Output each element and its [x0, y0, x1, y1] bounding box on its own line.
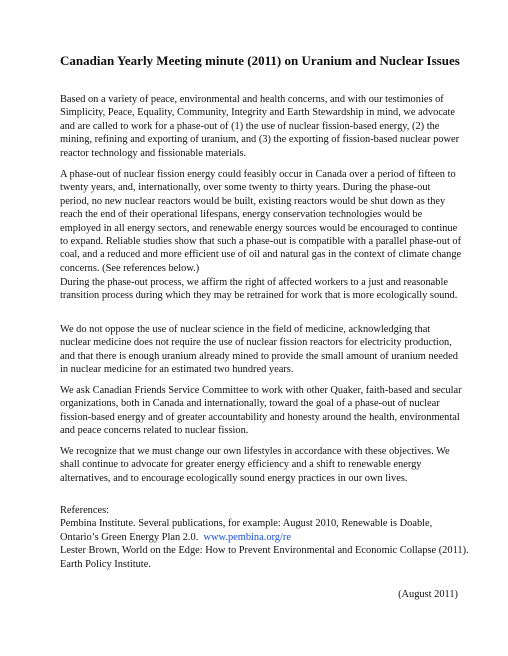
paragraph-nuclear-medicine: We do not oppose the use of nuclear science in the field of medicine, acknowledging that nuclear medicine does not require the use of nuclear fission reactors for electricity production, and that there is enough uranium already mined to provide the small amount of uranium needed in nuclear medicine for an estimated two hundred years.: [60, 324, 458, 376]
paragraph-workers-transition: During the phase-out process, we affirm the right of affected workers to a just and reasonable transition process during which they may be retrained for work that is more ecologically sound.: [60, 277, 458, 302]
reference-pembina-text: Pembina Institute. Several publications, for example: August 2010, Renewable is Doable, Ontario’s Green Energy Plan 2.0.: [60, 518, 433, 543]
reference-pembina: [60, 517, 470, 544]
references-heading: References:: [60, 505, 110, 516]
document-date: (August 2011): [398, 589, 458, 600]
references-section: [60, 504, 470, 571]
paragraph-lifestyle-change: We recognize that we must change our own lifestyles in accordance with these objectives. We shall continue to advocate for greater energy efficiency and a shift to renewable energy alternatives, and to encourage ecologically sound energy practices in our own lives.: [60, 446, 450, 484]
paragraph-cfsc-request: We ask Canadian Friends Service Committee to work with other Quaker, faith-based and secular organizations, both in Canada and internationally, toward the goal of a phase-out of nuclear fission-based energy and of greater accountability and honesty around the health, environmental and peace concerns related to nuclear fission.: [60, 385, 462, 437]
paragraph-phase-out-timeline: A phase-out of nuclear fission energy could feasibly occur in Canada over a period of fifteen to twenty years, and, internationally, over some twenty to thirty years. During the phase-out period, no new nuclear reactors would be built, existing reactors would be shut down as they reach the end of their operational lifespans, energy conservation technologies would be employed in all energy sectors, and renewable energy sources would be encouraged to continue to expand. Reliable studies show that such a phase-out is compatible with a parallel phase-out of coal, and a reduced and more efficient use of oil and natural gas in the context of climate change concerns. (See references below.): [60, 169, 462, 274]
pembina-link[interactable]: www.pembina.org/re: [203, 531, 291, 543]
document-title: Canadian Yearly Meeting minute (2011) on Uranium and Nuclear Issues: [60, 53, 460, 68]
paragraph-phase-out-advocacy: Based on a variety of peace, environmental and health concerns, and with our testimonies of Simplicity, Peace, Equality, Community, Integrity and Earth Stewardship in mind, we advocate and are called to work for a phase-out of (1) the use of nuclear fission-based energy, (2) the mining, refining and exporting of uranium, and (3) the exporting of fission-based nuclear power reactor technology and fissionable materials.: [60, 94, 460, 159]
reference-lester-brown: Lester Brown, World on the Edge: How to Prevent Environmental and Economic Collapse (2011). Earth Policy Institute.: [60, 545, 469, 570]
